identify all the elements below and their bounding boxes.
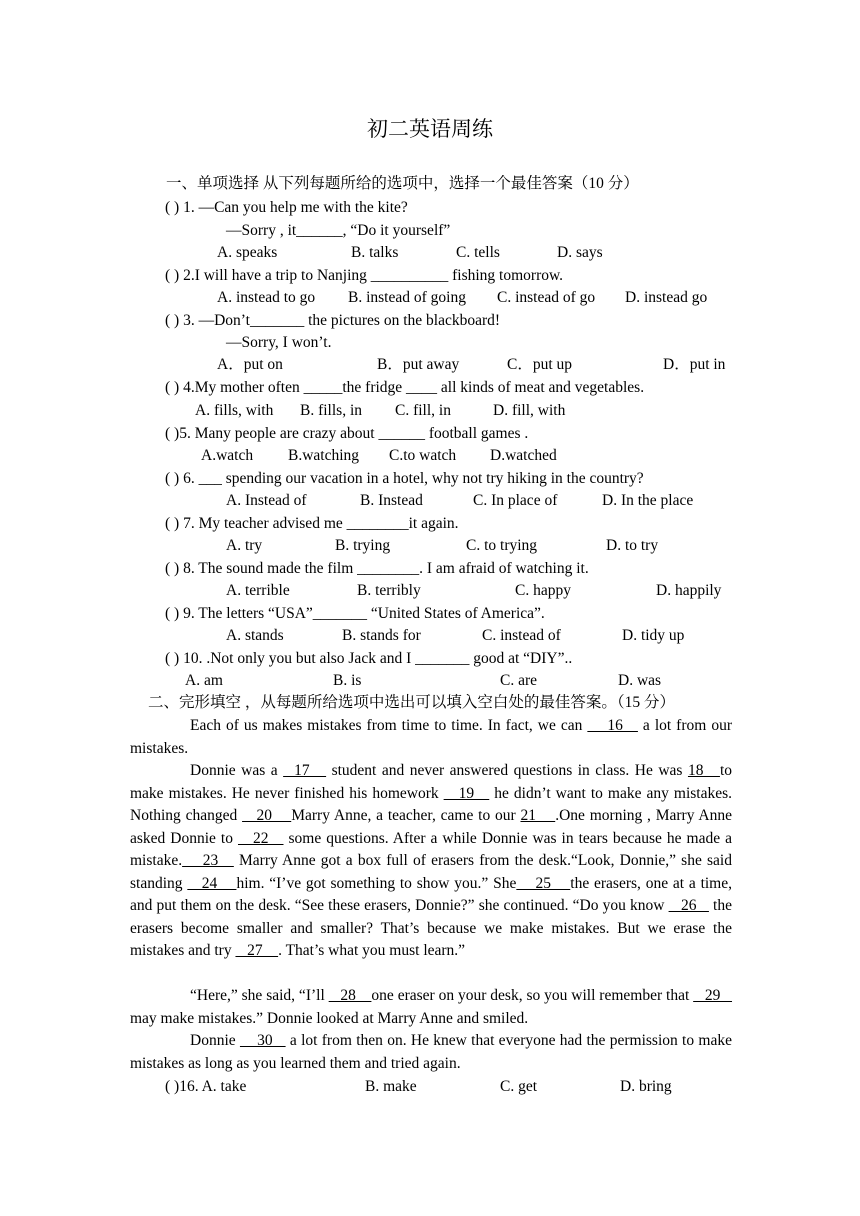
q1-stem2: —Sorry , it______, “Do it yourself” [226,222,451,239]
blank-19: 19 [443,784,490,802]
q5-option-a: A.watch [201,447,254,464]
q16-option-c: C. get [500,1078,538,1095]
q6-option-a: A. Instead of [226,492,307,509]
q7-option-d: D. to try [606,537,659,554]
cloze-paragraph-4: Donnie 30 a lot from then on. He knew that everyone had the permission to make mistakes as long as you learned them and tried again. [130,1032,732,1072]
section2-heading: 二、完形填空 ，从每题所给选项中选出可以填入空白处的最佳答案。（15 分） [148,694,676,711]
q10-stem: ( ) 10. .Not only you but also Jack and I _______ good at “DIY”.. [165,650,573,667]
q16-option-b: B. make [365,1078,417,1095]
cloze-paragraph-1: Each of us makes mistakes from time to time. In fact, we can 16 a lot from our mistakes. [130,717,732,757]
cloze-paragraph-3: “Here,” she said, “I’ll 28 one eraser on your desk, so you will remember that 29 may make mistakes.” Donnie looked at Marry Anne and smiled. [130,987,733,1027]
blank-29: 29 [693,987,733,1004]
q7-option-b: B. trying [335,537,391,554]
q8-stem: ( ) 8. The sound made the film ________. I am afraid of watching it. [165,560,589,577]
q5-option-b: B.watching [288,447,360,464]
q4-option-a: A. fills, with [195,402,274,419]
q16-stem: ( )16. A. take [165,1078,247,1095]
q1-option-c: C. tells [456,244,500,261]
q3-option-b: B．put away [377,356,460,373]
q6-option-d: D. In the place [602,492,694,509]
q3-option-c: C．put up [507,356,573,373]
q3-stem2: —Sorry, I won’t. [226,334,332,351]
blank-25: 25 [516,874,571,892]
q4-stem: ( ) 4.My mother often _____the fridge ____ all kinds of meat and vegetables. [165,379,645,396]
cloze-paragraph-2: Donnie was a 17 student and never answered questions in class. He was 18 to make mistakes. He never finished his homework 19 he didn’t want to make any mistakes. Nothing changed 20 Marry Anne, a teacher, came to our 21 .One morning , Marry Anne asked Donnie to 22 some questions. After a while Donnie was in tears because he made a mistake. 23 Marry Anne got a box full of erasers from the desk.“Look, Donnie,” she said standing 24 him. “I’ve got something to show you.” She 25 the erasers, one at a time, and put them on the desk. “See these erasers, Donnie?” she continued. “Do you know 26 the erasers become smaller and smaller? That’s because we make mistakes. But we erase the mistakes and try 27 . That’s what you must learn.” [130,762,733,959]
blank-28: 28 [328,987,372,1004]
q1-stem: ( ) 1. —Can you help me with the kite? [165,199,408,216]
q3-option-d: D．put in [663,356,726,373]
q4-option-b: B. fills, in [300,402,363,419]
q2-stem: ( ) 2.I will have a trip to Nanjing __________ fishing tomorrow. [165,267,564,284]
section1-heading: 一、单项选择 从下列每题所给的选项中，选择一个最佳答案（10 分） [166,175,639,192]
q10-option-c: C. are [500,672,538,689]
q1-option-d: D. says [557,244,603,261]
q2-option-a: A. instead to go [217,289,316,306]
q7-option-c: C. to trying [466,537,538,554]
blank-30: 30 [239,1032,286,1049]
q1-option-a: A. speaks [217,244,278,261]
q6-stem: ( ) 6. ___ spending our vacation in a hotel, why not try hiking in the country? [165,470,644,487]
q16-option-d: D. bring [620,1078,672,1095]
q10-option-a: A. am [185,672,223,689]
q9-option-d: D. tidy up [622,627,685,644]
q9-stem: ( ) 9. The letters “USA”_______ “United States of America”. [165,605,545,622]
q10-option-b: B. is [333,672,362,689]
q6-option-b: B. Instead [360,492,423,509]
q4-option-c: C. fill, in [395,402,451,419]
q2-option-c: C. instead of go [497,289,596,306]
blank-16: 16 [587,717,638,734]
q2-option-b: B. instead of going [348,289,466,306]
q8-option-d: D. happily [656,582,722,599]
blank-21: 21 [520,807,556,824]
q2-option-d: D. instead go [625,289,708,306]
blank-17: 17 [283,762,327,779]
page-title: 初二英语周练 [367,117,493,141]
q4-option-d: D. fill, with [493,402,566,419]
blank-22: 22 [237,829,284,847]
q3-stem: ( ) 3. —Don’t_______ the pictures on the blackboard! [165,312,501,329]
q8-option-c: C. happy [515,582,571,599]
q3-option-a: A．put on [217,356,283,373]
q5-option-c: C.to watch [389,447,457,464]
q9-option-c: C. instead of [482,627,561,644]
q1-option-b: B. talks [351,244,399,261]
blank-20: 20 [242,807,292,824]
q7-stem: ( ) 7. My teacher advised me ________it again. [165,515,459,532]
q9-option-a: A. stands [226,627,284,644]
q9-option-b: B. stands for [342,627,421,644]
q8-option-b: B. terribly [357,582,421,599]
q10-option-d: D. was [618,672,662,689]
q5-option-d: D.watched [490,447,557,464]
blank-26: 26 [668,897,709,914]
blank-27: 27 [235,942,279,959]
blank-24: 24 [187,874,237,892]
q6-option-c: C. In place of [473,492,558,509]
blank-23: 23 [182,852,234,869]
q7-option-a: A. try [226,537,263,554]
q5-stem: ( )5. Many people are crazy about ______ football games . [165,425,529,442]
blank-18: 18 [687,762,720,779]
q8-option-a: A. terrible [226,582,290,599]
